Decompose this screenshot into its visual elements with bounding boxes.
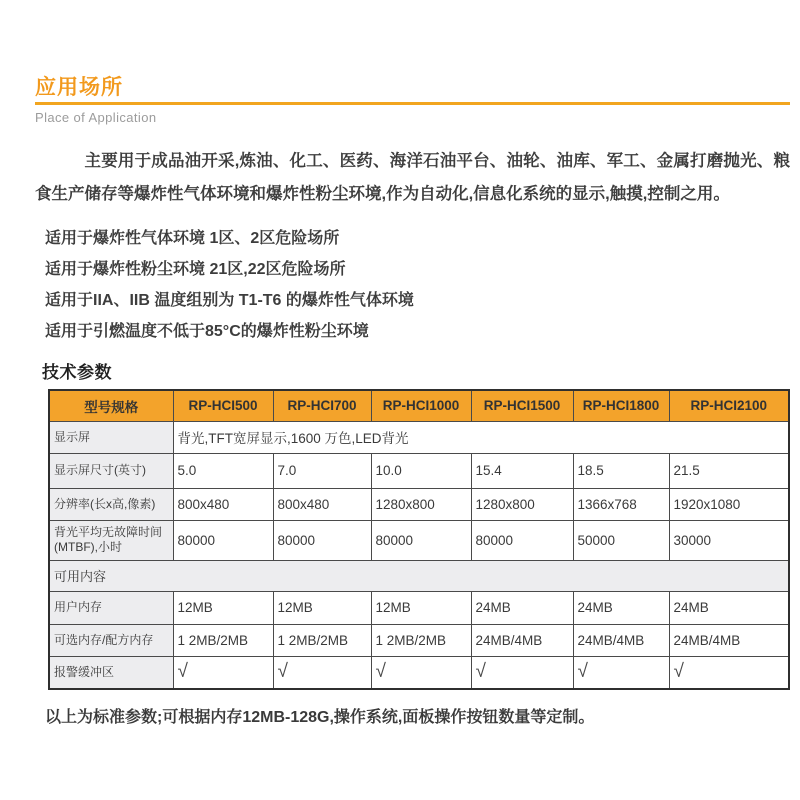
row-label-display: 显示屏 xyxy=(49,421,173,453)
cell-size-2: 7.0 xyxy=(273,453,371,488)
cell-opt-2: 1 2MB/2MB xyxy=(273,624,371,656)
row-label-resolution: 分辨率(长x高,像素) xyxy=(49,488,173,520)
usage-line-gas-zones: 适用于爆炸性气体环境 1区、2区危险场所 xyxy=(45,229,340,247)
checkmark-icon: √ xyxy=(173,656,273,689)
table-row-mtbf xyxy=(49,520,789,560)
cell-mtbf-6: 30000 xyxy=(669,520,789,560)
page-subtitle: Place of Application xyxy=(35,110,157,125)
cell-mtbf-3: 80000 xyxy=(371,520,471,560)
cell-res-6: 1920x1080 xyxy=(669,488,789,520)
cell-mtbf-1: 80000 xyxy=(173,520,273,560)
table-footnote: 以上为标准参数;可根据内存12MB-128G,操作系统,面板操作按钮数量等定制。 xyxy=(45,708,595,726)
table-row-alarm-buffer xyxy=(49,656,789,689)
cell-opt-4: 24MB/4MB xyxy=(471,624,573,656)
cell-opt-5: 24MB/4MB xyxy=(573,624,669,656)
cell-size-4: 15.4 xyxy=(471,453,573,488)
cell-mem-3: 12MB xyxy=(371,591,471,624)
table-row-user-memory xyxy=(49,591,789,624)
cell-res-2: 800x480 xyxy=(273,488,371,520)
cell-mtbf-2: 80000 xyxy=(273,520,371,560)
checkmark-icon: √ xyxy=(371,656,471,689)
cell-mem-6: 24MB xyxy=(669,591,789,624)
spec-table xyxy=(48,389,790,690)
col-header-rp-hci1800: RP-HCI1800 xyxy=(573,390,669,422)
table-row-optional-memory xyxy=(49,624,789,656)
col-header-rp-hci500: RP-HCI500 xyxy=(173,390,273,422)
cell-opt-6: 24MB/4MB xyxy=(669,624,789,656)
cell-mem-1: 12MB xyxy=(173,591,273,624)
cell-size-1: 5.0 xyxy=(173,453,273,488)
row-label-user-memory: 用户内存 xyxy=(49,591,173,624)
cell-res-3: 1280x800 xyxy=(371,488,471,520)
cell-mtbf-4: 80000 xyxy=(471,520,573,560)
checkmark-icon: √ xyxy=(573,656,669,689)
cell-mem-2: 12MB xyxy=(273,591,371,624)
col-header-rp-hci1500: RP-HCI1500 xyxy=(471,390,573,422)
cell-res-1: 800x480 xyxy=(173,488,273,520)
col-header-model-spec: 型号规格 xyxy=(49,390,173,422)
checkmark-icon: √ xyxy=(669,656,789,689)
usage-line-temperature-groups: 适用于IIA、IIB 温度组别为 T1-T6 的爆炸性气体环境 xyxy=(45,291,414,309)
cell-res-5: 1366x768 xyxy=(573,488,669,520)
usage-list xyxy=(45,228,790,342)
cell-opt-1: 1 2MB/2MB xyxy=(173,624,273,656)
table-row-screen-size xyxy=(49,453,789,488)
cell-display-spec: 背光,TFT宽屏显示,1600 万色,LED背光 xyxy=(173,421,789,453)
section-title-tech-params: 技术参数 xyxy=(42,362,112,382)
col-header-rp-hci2100: RP-HCI2100 xyxy=(669,390,789,422)
cell-mtbf-5: 50000 xyxy=(573,520,669,560)
row-label-optional-memory: 可选内存/配方内存 xyxy=(49,624,173,656)
checkmark-icon: √ xyxy=(273,656,371,689)
usage-line-dust-zones: 适用于爆炸性粉尘环境 21区,22区危险场所 xyxy=(45,260,346,278)
row-label-screen-size: 显示屏尺寸(英寸) xyxy=(49,453,173,488)
cell-size-3: 10.0 xyxy=(371,453,471,488)
usage-line-ignition-temperature: 适用于引燃温度不低于85°C的爆炸性粉尘环境 xyxy=(45,322,369,340)
table-row-available-content xyxy=(49,560,789,591)
col-header-rp-hci700: RP-HCI700 xyxy=(273,390,371,422)
table-row-display xyxy=(49,421,789,453)
row-label-alarm-buffer: 报警缓冲区 xyxy=(49,656,173,689)
cell-size-5: 18.5 xyxy=(573,453,669,488)
cell-available-content: 可用内容 xyxy=(49,560,789,591)
page-title: 应用场所 xyxy=(35,76,123,99)
row-label-mtbf: 背光平均无故障时间 (MTBF),小时 xyxy=(49,520,173,560)
section-header-application xyxy=(35,76,790,105)
table-row-resolution xyxy=(49,488,789,520)
cell-opt-3: 1 2MB/2MB xyxy=(371,624,471,656)
col-header-rp-hci1000: RP-HCI1000 xyxy=(371,390,471,422)
cell-size-6: 21.5 xyxy=(669,453,789,488)
cell-res-4: 1280x800 xyxy=(471,488,573,520)
cell-mem-5: 24MB xyxy=(573,591,669,624)
checkmark-icon: √ xyxy=(471,656,573,689)
table-header-row xyxy=(49,390,789,422)
cell-mem-4: 24MB xyxy=(471,591,573,624)
intro-paragraph: 主要用于成品油开采,炼油、化工、医药、海洋石油平台、油轮、油库、军工、金属打磨抛光、粮食生产储存等爆炸性气体环境和爆炸性粉尘环境,作为自动化,信息化系统的显示,触摸,控制之用。 xyxy=(35,152,790,203)
